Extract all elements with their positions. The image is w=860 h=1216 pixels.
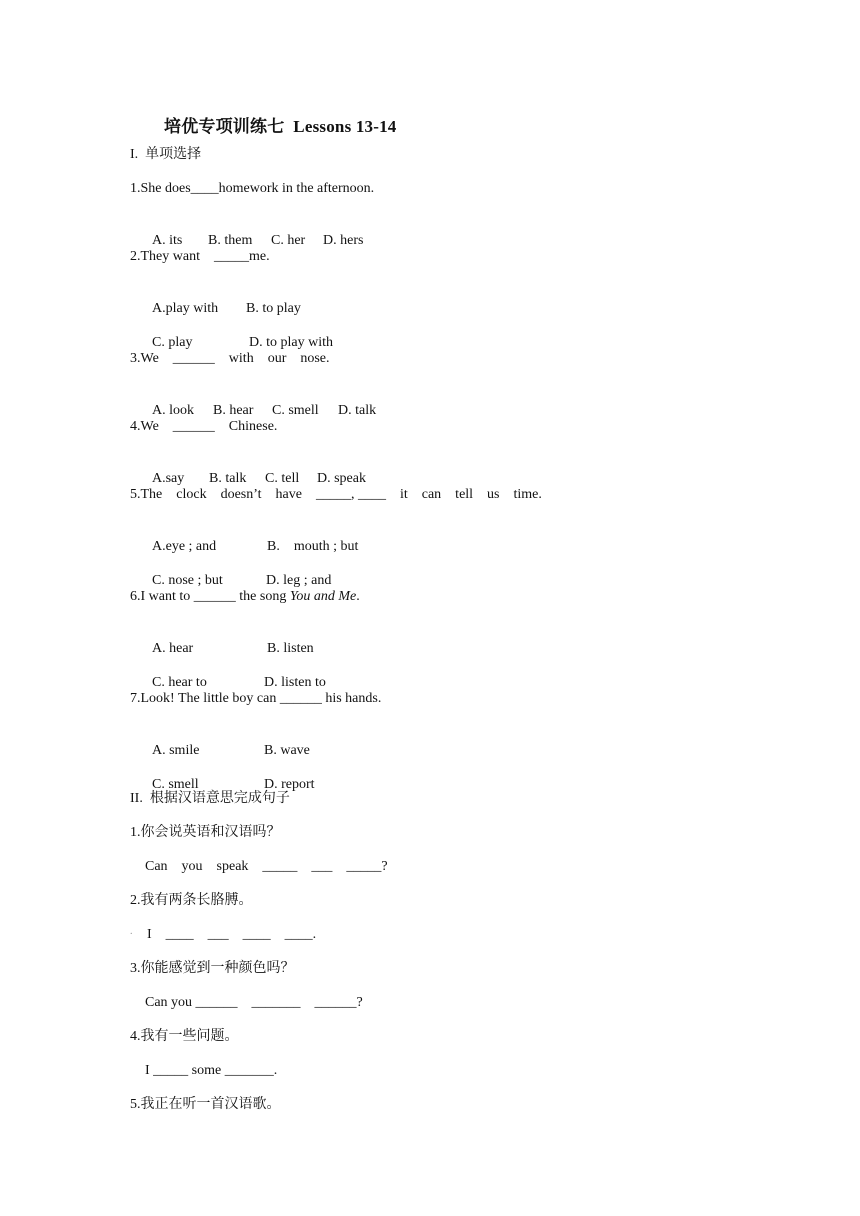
section-2-heading: II. 根据汉语意思完成句子 [130,791,290,806]
option-d: D. to play with [249,335,333,350]
sentence-5-chinese: 5.我正在听一首汉语歌。 [130,1097,281,1112]
option-b: B. listen [267,641,314,656]
question-7: 7.Look! The little boy can ______ his hands. [130,691,382,706]
question-6-period: . [356,589,360,604]
question-1: 1.She does____homework in the afternoon. [130,181,375,196]
option-a: A.eye ; and [152,539,217,554]
question-5-options-row2 [145,554,331,590]
question-4-options [145,452,366,488]
question-1-options [145,214,363,250]
option-d: D. speak [317,471,366,486]
question-4: 4.We ______ Chinese. [130,419,278,434]
sentence-1-english: Can you speak _____ ___ _____? [145,859,388,874]
question-5-options-row1 [145,520,358,556]
sentence-3-chinese: 3.你能感觉到一种颜色吗？ [130,961,295,976]
option-c: C. smell [272,403,319,418]
question-6 [130,588,360,606]
sentence-3-english: Can you ______ _______ ______? [145,995,363,1010]
option-b: B. them [208,233,253,248]
stray-dot-mark: . [130,926,133,937]
option-d: D. report [264,777,315,792]
question-5: 5.The clock doesn’t have _____, ____ it can tell us time. [130,487,542,502]
sentence-2-english: I ____ ___ ____ ____. [147,927,317,942]
option-c: C. nose ; but [152,573,223,588]
sentence-2-chinese: 2.我有两条长胳膊。 [130,893,253,908]
option-d: D. talk [338,403,377,418]
option-a: A. hear [152,641,194,656]
option-a: A. smile [152,743,200,758]
option-d: D. leg ; and [266,573,332,588]
question-7-options-row2 [145,758,315,794]
question-3-options [145,384,376,420]
sentence-4-english: I _____ some _______. [145,1063,278,1078]
question-2-options-row2 [145,316,333,352]
option-b: B. wave [264,743,310,758]
option-b: B. hear [213,403,254,418]
option-a: A.say [152,471,185,486]
sentence-1-chinese: 1.你会说英语和汉语吗？ [130,825,281,840]
worksheet-title: 培优专项训练七 Lessons 13-14 [164,117,397,136]
option-c: C. tell [265,471,300,486]
option-d: D. listen to [264,675,326,690]
option-c: C. play [152,335,193,350]
section-1-heading: I. 单项选择 [130,147,202,162]
option-a: A. its [152,233,183,248]
option-b: B. mouth ; but [267,539,359,554]
option-c: C. smell [152,777,199,792]
option-b: B. talk [209,471,247,486]
question-6-stem: 6.I want to ______ the song [130,589,290,604]
sentence-4-chinese: 4.我有一些问题。 [130,1029,239,1044]
song-title: You and Me [289,589,357,604]
question-2-options-row1 [145,282,301,318]
option-b: B. to play [246,301,301,316]
option-d: D. hers [323,233,364,248]
question-3: 3.We ______ with our nose. [130,351,330,366]
question-6-options-row2 [145,656,326,692]
option-a: A.play with [152,301,219,316]
option-a: A. look [152,403,194,418]
question-7-options-row1 [145,724,310,760]
question-6-options-row1 [145,622,314,658]
option-c: C. her [271,233,306,248]
question-2: 2.They want _____me. [130,249,270,264]
option-c: C. hear to [152,675,207,690]
